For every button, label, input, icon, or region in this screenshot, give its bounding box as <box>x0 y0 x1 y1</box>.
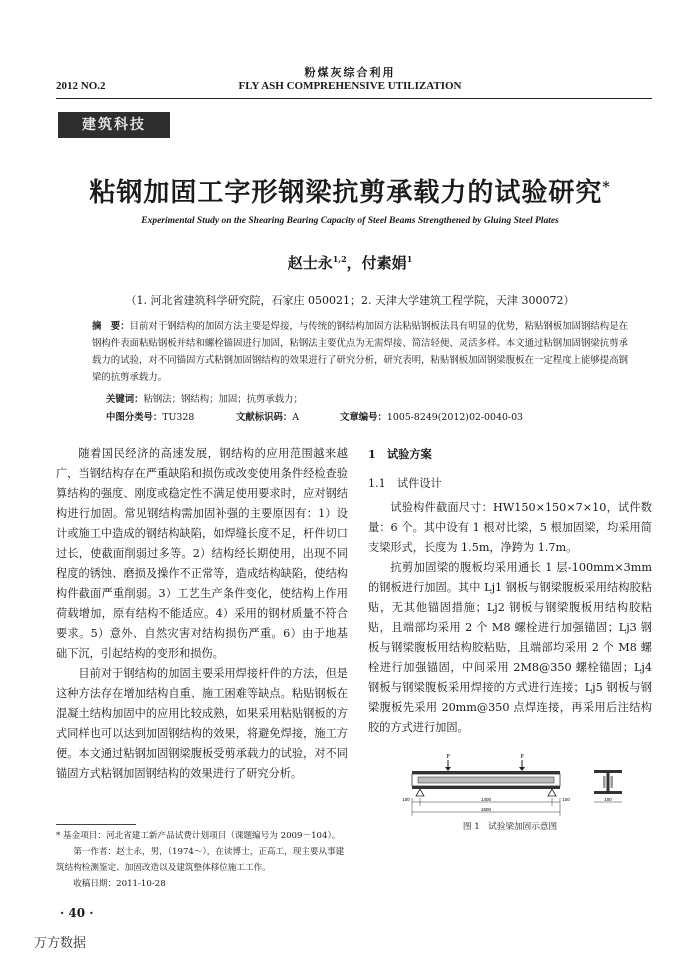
load-label-right: P <box>520 754 524 760</box>
paper-title <box>0 172 700 209</box>
issue-number: 2012 NO.2 <box>56 80 106 92</box>
column-tag: 建筑科技 <box>58 112 170 138</box>
load-label-left: P <box>446 754 450 760</box>
author-line <box>0 252 700 273</box>
paper-title-en: Experimental Study on the Shearing Bearing Capacity of Steel Beams Strengthened by Gluing Steel Plates <box>141 216 559 226</box>
watermark: 万方数据 <box>34 936 87 951</box>
beam-top-flange <box>412 771 560 774</box>
dim-label-right: 100 <box>562 797 570 802</box>
abstract-label: 摘 要： <box>92 321 130 332</box>
keywords <box>106 391 303 405</box>
dim-label-top: 1400 <box>480 797 492 802</box>
page-number: · 40 · <box>60 906 94 920</box>
body-paragraph: 随着国民经济的高速发展，钢结构的应用范围越来越广，当钢结构存在严重缺陷和损伤或改变使用条件经检查验算结构的强度、刚度或稳定性不满足使用要求时，应对钢结构进行加固。常见钢结构需加固补强的主要原因有：1）设计或施工中造成的钢结构缺陷，如焊缝长度不足，杆件切口过长，使截面削弱过多等。2）结构经长期使用，出现不同程度的锈蚀、磨损及操作不正常等，造成结构缺陷，使结构构件截面严重削弱。3）工艺生产条件变化，使结构上作用荷载增加，原有结构不能适应。4）采用的钢材质量不符合要求。5）意外、自然灾害对结构损伤严重。6）由于地基础下沉，引起结构的变形和损伤。 <box>56 447 348 660</box>
section-plate-right <box>611 776 614 788</box>
affiliation: （1. 河北省建筑科学研究院，石家庄 050021；2. 天津大学建筑工程学院，天津 300072） <box>125 294 575 307</box>
support-right <box>548 789 556 796</box>
section-top-flange <box>594 770 622 773</box>
load-arrowhead-right <box>519 767 525 771</box>
journal-name-en: FLY ASH COMPREHENSIVE UTILIZATION <box>238 80 462 92</box>
steel-plate <box>418 777 554 783</box>
section-plate-left <box>603 776 606 788</box>
footnote-fund: * 基金项目：河北省建工新产品试费计划项目（课题编号为 2009－104）。 <box>56 831 341 841</box>
section-bottom-flange <box>594 791 622 794</box>
dim-label-left: 100 <box>402 797 410 802</box>
classification-line <box>106 409 586 423</box>
keywords-text: 粘钢法；钢结构；加固；抗剪承载力； <box>143 394 303 405</box>
keywords-label: 关键词： <box>106 394 144 405</box>
title-cn: 粘钢加固工字形钢梁抗剪承载力的试验研究 <box>89 178 603 208</box>
header-rule <box>56 98 652 99</box>
journal-name-cn: 粉煤灰综合利用 <box>304 66 396 79</box>
article-no-label: 文章编号： <box>340 412 387 423</box>
right-column <box>368 444 652 738</box>
author-1: 赵士永 <box>287 254 333 272</box>
left-column <box>56 444 348 784</box>
author-2: 付素娟 <box>361 254 407 272</box>
clc-value: TU328 <box>162 412 195 423</box>
load-arrowhead-left <box>445 767 451 771</box>
section-heading: 1 试验方案 <box>368 447 432 461</box>
section-dim-label: 100 <box>604 797 612 802</box>
footnote-author: 第一作者：赵士永，男，（1974～），在读博士，正高工，现主要从事建筑结构检测鉴定、加固改造以及建筑整体移位施工工作。 <box>56 847 345 873</box>
body-paragraph: 目前对于钢结构的加固主要采用焊接杆件的方法，但是这种方法存在增加结构自重、施工困难等缺点。粘贴钢板在混凝土结构加固中的应用比较成熟，如果采用粘贴钢板的方式同样也可以达到加固钢结构的效果，将避免焊接，施工方便。本文通过粘钢加固钢梁腹板受剪承载力的试验，对不同锚固方式粘钢加固钢结构的效果进行了研究分析。 <box>56 667 348 780</box>
footnote-rule <box>56 824 136 825</box>
footnote-received: 收稿日期：2011-10-28 <box>73 879 166 889</box>
title-footnote-mark: * <box>602 179 611 196</box>
article-no-value: 1005-8249(2012)02-0040-03 <box>386 412 524 423</box>
abstract <box>92 318 628 386</box>
dim-label-mid: 1500 <box>480 807 492 812</box>
beam-bottom-flange <box>412 786 560 789</box>
doc-code-label: 文献标识码： <box>236 412 293 423</box>
figure-caption: 图 1 试验梁加固示意图 <box>462 822 558 832</box>
subsection-heading: 1.1 试件设计 <box>368 477 442 490</box>
abstract-text: 目前对于钢结构的加固方法主要是焊接，与传统的钢结构加固方法粘贴钢板法具有明显的优势，粘贴钢板加固钢结构是在钢构件表面粘贴钢板并结和螺栓锚固进行加固，粘钢法主要优点为无需焊接、简洁轻便、灵活多样。本文通过粘钢加固钢梁抗剪承载力的试验，对不同锚固方式粘钢加固钢结构的效果进行了研究分析，研究表明，粘贴钢板加固钢梁腹板在一定程度上能够提高钢梁的抗剪承载力。 <box>92 321 628 383</box>
section-web <box>607 773 610 791</box>
body-paragraph: 抗剪加固梁的腹板均采用通长 1 层-100mm×3mm 的钢板进行加固。其中 Lj1 钢板与钢梁腹板采用结构胶粘贴，无其他锚固措施；Lj2 钢板与钢梁腹板用结构胶粘贴，且端部均采用 2 个 M8 螺栓进行加强锚固；Lj3 钢板与钢梁腹板用结构胶粘贴，且端部均采用 2 个 M8 螺栓进行加强锚固，中间采用 2M8@350 螺栓锚固；Lj4 钢板与钢梁腹板采用焊接的方式进行连接；Lj5 钢板与钢梁腹板先采用 20mm@350 点焊连接，再采用后注结构胶的方式进行加固。 <box>368 561 652 734</box>
author-2-affil: 1 <box>406 254 413 264</box>
beam-diagram <box>398 752 638 822</box>
body-paragraph: 试验构件截面尺寸：HW150×150×7×10，试件数量：6 个。其中设有 1 根对比梁，5 根加固梁，均采用简支梁形式，长度为 1.5m，净跨为 1.7m。 <box>368 501 652 554</box>
support-left <box>416 789 424 796</box>
clc-label: 中图分类号： <box>106 412 163 423</box>
author-1-affil: 1,2 <box>332 254 347 264</box>
doc-code-value: A <box>292 412 300 423</box>
author-sep: ， <box>346 254 362 272</box>
footnotes <box>56 828 348 892</box>
